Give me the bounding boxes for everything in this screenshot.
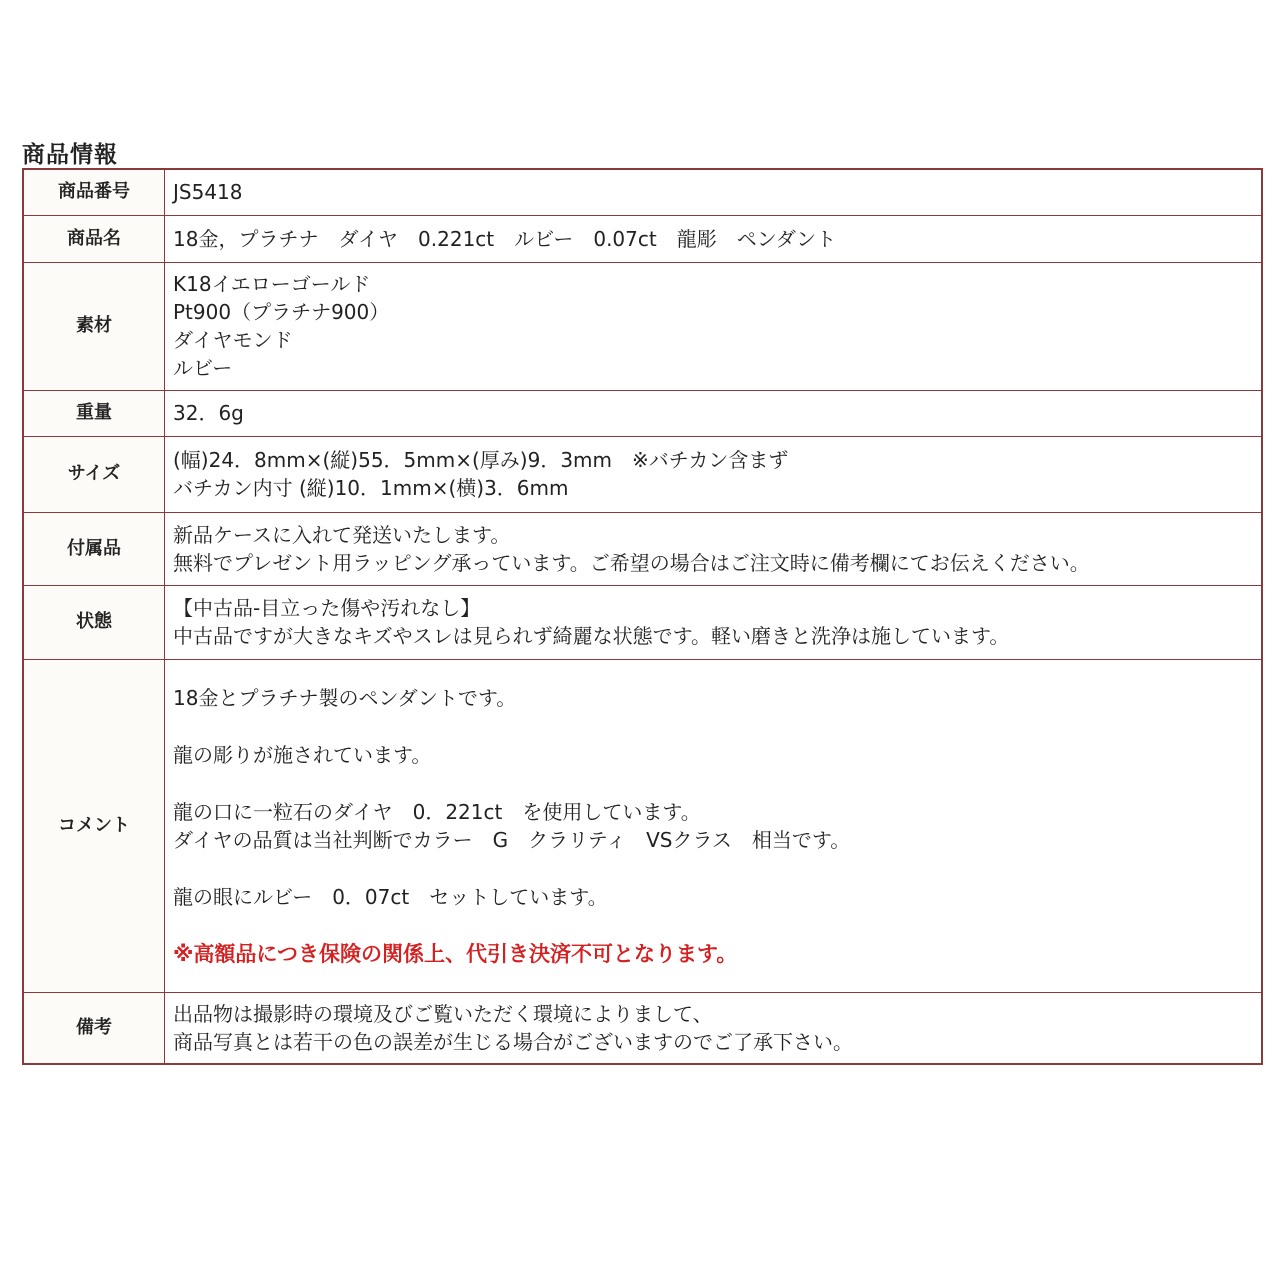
table-row [23,390,1262,436]
accessory-line: 無料でプレゼント用ラッピング承っています。ご希望の場合はご注文時に備考欄にてお伝えください。 [173,550,1090,575]
payment-warning: ※高額品につき保険の関係上、代引き決済不可となります。 [173,941,738,966]
product-number: JS5418 [173,180,243,205]
comment-line: 龍の口に一粒石のダイヤ 0．221ct を使用しています。 [173,799,701,824]
row-value [165,215,1263,262]
row-value [165,992,1263,1064]
size-line: (幅)24．8mm×(縦)55．5mm×(厚み)9．3mm ※バチカン含まず [173,448,789,472]
row-label: 素材 [23,262,165,390]
remarks-line: 出品物は撮影時の環境及びご覧いただく環境によりまして、 [173,1001,713,1026]
row-label: 商品名 [23,215,165,262]
row-value [165,512,1263,585]
material-line: K18イエローゴールド [173,272,371,296]
row-label: 備考 [23,992,165,1064]
product-info-table [22,168,1263,1065]
material-line: ダイヤモンド [173,328,293,352]
material-line: Pt900（プラチナ900） [173,300,390,324]
row-value [165,659,1263,992]
table-row [23,262,1262,390]
comment-line: 龍の眼にルビー 0．07ct セットしています。 [173,884,608,909]
row-label: 商品番号 [23,169,165,215]
table-row [23,215,1262,262]
row-label: 状態 [23,585,165,659]
row-value [165,436,1263,512]
condition-line: 【中古品-目立った傷や汚れなし】 [173,596,481,620]
row-value [165,262,1263,390]
table-row [23,659,1262,992]
table-row [23,585,1262,659]
table-row [23,992,1262,1064]
comment-line: 龍の彫りが施されています。 [173,742,432,767]
row-value [165,169,1263,215]
remarks-line: 商品写真とは若干の色の誤差が生じる場合がございますのでご了承下さい。 [173,1029,853,1054]
weight: 32．6g [173,401,244,425]
row-value [165,390,1263,436]
product-name: 18金，プラチナ ダイヤ 0.221ct ルビー 0.07ct 龍彫 ペンダント [173,226,837,251]
material-line: ルビー [173,356,233,380]
row-label: 重量 [23,390,165,436]
section-title: 商品情報 [22,142,118,168]
row-value [165,585,1263,659]
comment-line: ダイヤの品質は当社判断でカラー G クラリティ VSクラス 相当です。 [173,827,851,852]
row-label: 付属品 [23,512,165,585]
row-label: コメント [23,659,165,992]
row-label: サイズ [23,436,165,512]
table-row [23,512,1262,585]
size-line: バチカン内寸 (縦)10．1mm×(横)3．6mm [173,476,569,500]
table-row [23,436,1262,512]
condition-line: 中古品ですが大きなキズやスレは見られず綺麗な状態です。軽い磨きと洗浄は施しています。 [173,624,1010,648]
comment-line: 18金とプラチナ製のペンダントです。 [173,685,517,710]
table-row [23,169,1262,215]
accessory-line: 新品ケースに入れて発送いたします。 [173,522,511,547]
